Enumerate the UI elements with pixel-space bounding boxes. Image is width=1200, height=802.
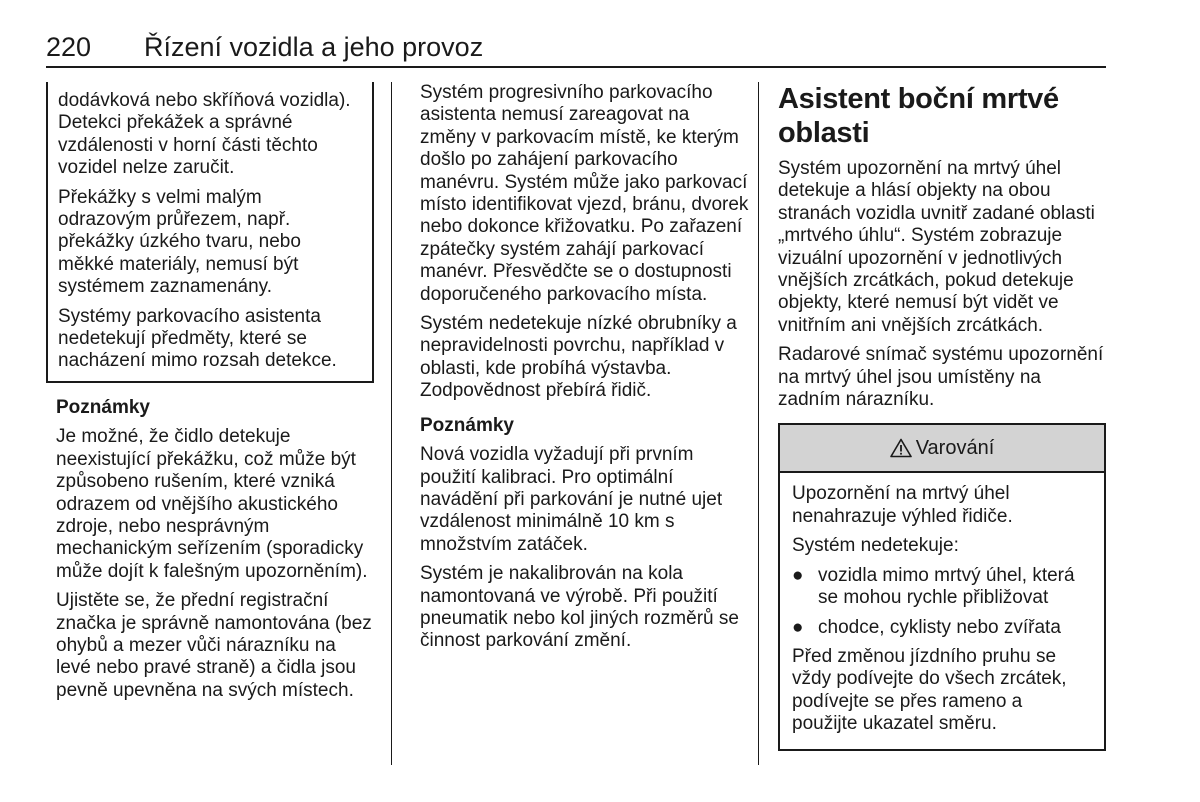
paragraph: Před změnou jízdního pruhu se vždy podívejte do všech zrcátek, podívejte se přes rameno a použijte ukazatel směru.: [792, 645, 1067, 735]
paragraph: Překážky s velmi malým odrazovým průřezem, např. překážky úzkého tvaru, nebo měkké materiály, nemusí být systémem zaznamenány.: [58, 186, 301, 298]
paragraph: Systém nedetekuje nízké obrubníky a nepravidelnosti povrchu, například v oblasti, kde probíhá výstavba. Zodpovědnost přebírá řidič.: [420, 313, 737, 402]
paragraph: Systémy parkovacího asistenta nedetekují předměty, které se nacházení mimo rozsah detekce.: [58, 305, 337, 372]
paragraph: Ujistěte se, že přední registrační značka je správně namontována (bez ohybů a mezer vůči nárazníku na levé nebo pravé straně) a čidla jsou pevně upevněna na svých místech.: [56, 590, 372, 701]
paragraph: Upozornění na mrtvý úhel nenahrazuje výhled řidiče.: [792, 483, 1013, 527]
list-item-text: vozidla mimo mrtvý úhel, která se mohou rychle přibližovat: [818, 564, 1075, 609]
paragraph: Radarové snímač systému upozornění na mrtvý úhel jsou umístěny na zadním nárazníku.: [778, 344, 1104, 411]
page-header: [46, 30, 1106, 64]
warning-triangle-icon: [890, 438, 912, 458]
warning-header: [780, 425, 1104, 473]
list-item: [792, 617, 1092, 639]
column-left: [46, 82, 374, 709]
paragraph: Je možné, že čidlo detekuje neexistující překážku, což může být způsobeno rušením, které vzniká odrazem od vnějšího akustického zdroje, nebo nesprávným mechanickým seřízením (sporadicky může dojít k falešným upozorněním).: [56, 426, 368, 582]
notes-heading: Poznámky: [420, 414, 514, 436]
column-right: [778, 82, 1108, 751]
paragraph: Systém je nakalibrován na kola namontovaná ve výrobě. Při použití pneumatik nebo kol jiných rozměrů se činnost parkování změní.: [420, 563, 739, 652]
paragraph: dodávková nebo skříňová vozidla). Detekci překážek a správné vzdálenosti v horní části těchto vozidel nelze zaručit.: [58, 90, 351, 179]
paragraph: Systém upozornění na mrtvý úhel detekuje a hlásí objekty na obou stranách vozidla uvnitř zadané oblasti „mrtvého úhlu“. Systém zobrazuje vizuální upozornění v jednotlivých vnějších zrcátkách, pokud detekuje objekty, které nemusí být vidět ve vnitřním ani vnějších zrcátkách.: [778, 158, 1095, 336]
paragraph: Nová vozidla vyžadují při prvním použití kalibraci. Pro optimální navádění při parkování je nutné ujet vzdálenost minimálně 10 km s množstvím zatáček.: [420, 444, 723, 555]
warning-box: [778, 423, 1106, 750]
bullet-list: [792, 565, 1092, 639]
header-rule: [46, 66, 1106, 68]
column-middle: [420, 82, 750, 660]
list-item-text: chodce, cyklisty nebo zvířata: [818, 616, 1061, 638]
column-divider: [758, 82, 759, 765]
bullet-icon: ●: [792, 616, 804, 638]
notes-section: [46, 397, 374, 702]
warning-body: [780, 473, 1104, 748]
paragraph: Systém progresivního parkovacího asistenta nemusí zareagovat na změny v parkovacím místě, ke kterým došlo po zahájení parkovacího manévru. Systém může jako parkovací místo identifikovat vjezd, bránu, dvorek nebo dokonce křižovatku. Po zařazení zpátečky systém zahájí parkovací manévr. Přesvědčte se o dostupnosti doporučeného parkovacího místa.: [420, 82, 749, 305]
notice-box: [46, 82, 374, 383]
column-divider: [391, 82, 392, 765]
notes-heading: Poznámky: [56, 396, 150, 418]
section-title: Asistent boční mrtvé oblasti: [778, 83, 1059, 149]
warning-title: Varování: [915, 437, 995, 460]
bullet-icon: ●: [792, 564, 804, 586]
paragraph: Systém nedetekuje:: [792, 535, 959, 557]
chapter-title: Řízení vozidla a jeho provoz: [144, 32, 484, 62]
page-number: 220: [46, 32, 92, 62]
list-item: [792, 565, 1092, 610]
